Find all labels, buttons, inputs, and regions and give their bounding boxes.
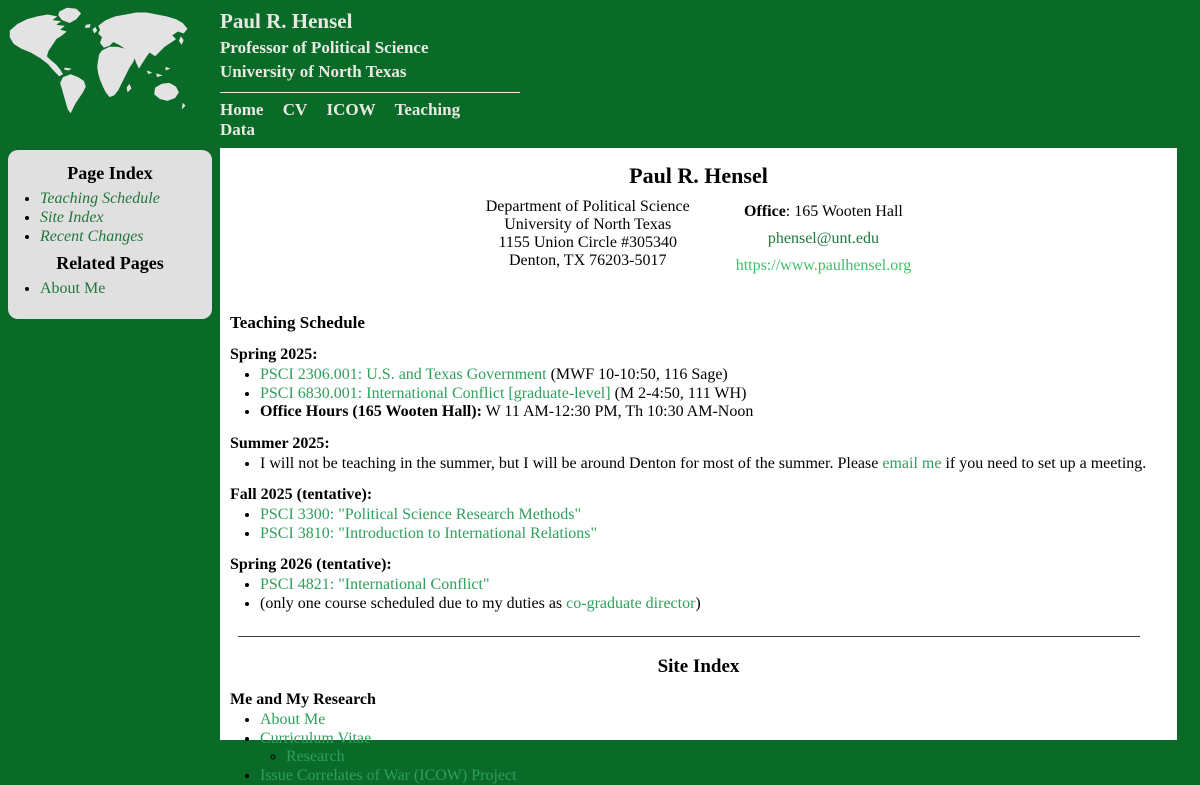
office-line — [736, 198, 912, 225]
list-item — [40, 189, 212, 208]
course-link-psci-6830[interactable]: PSCI 6830.001: International Conflict [graduate-level] — [260, 385, 611, 402]
related-pages-heading: Related Pages — [8, 253, 212, 274]
site-owner-name: Paul R. Hensel — [220, 8, 520, 34]
site-index-heading: Site Index — [220, 656, 1177, 678]
office-hours-item — [260, 403, 1177, 422]
sidebar-link-site-index[interactable]: Site Index — [40, 209, 104, 226]
list-item — [40, 208, 212, 227]
term-course-list — [220, 576, 1177, 613]
main-nav — [220, 92, 520, 149]
site-header — [0, 0, 1200, 148]
schedule-note-item — [260, 595, 1177, 614]
course-item — [260, 576, 1177, 595]
website-link[interactable]: https://www.paulhensel.org — [736, 257, 912, 274]
sidebar-link-recent-changes[interactable]: Recent Changes — [40, 228, 144, 245]
co-graduate-director-link[interactable]: co-graduate director — [566, 595, 695, 612]
list-item — [40, 279, 212, 298]
list-item — [286, 748, 1177, 767]
address-line: Denton, TX 76203-5017 — [486, 252, 690, 270]
term-heading-spring-2026: Spring 2026 (tentative): — [230, 556, 1177, 574]
course-item — [260, 366, 1177, 385]
course-item — [260, 385, 1177, 404]
website-line — [736, 252, 912, 279]
term-heading-fall-2025: Fall 2025 (tentative): — [230, 486, 1177, 504]
term-heading-spring-2025: Spring 2025: — [230, 346, 1177, 364]
office-hours-label: Office Hours (165 Wooten Hall): — [260, 403, 482, 420]
list-item — [260, 711, 1177, 730]
note-text: ) — [695, 595, 700, 612]
summer-note-item — [260, 455, 1177, 474]
page-index-heading: Page Index — [8, 163, 212, 184]
office-label: Office — [744, 203, 786, 220]
course-link-psci-2306[interactable]: PSCI 2306.001: U.S. and Texas Government — [260, 366, 547, 383]
page-title: Paul R. Hensel — [220, 163, 1177, 189]
nav-data[interactable]: Data — [220, 120, 255, 139]
course-link-psci-3810[interactable]: PSCI 3810: "Introduction to International Relations" — [260, 525, 597, 542]
email-me-link[interactable]: email me — [882, 455, 941, 472]
list-item — [260, 767, 1177, 785]
page-index-sidebar — [8, 150, 212, 319]
related-pages-list — [8, 279, 212, 298]
site-owner-university: University of North Texas — [220, 60, 520, 84]
site-index-link-research[interactable]: Research — [286, 748, 345, 765]
course-link-psci-3300[interactable]: PSCI 3300: "Political Science Research Methods" — [260, 506, 581, 523]
term-course-list — [220, 455, 1177, 474]
site-index-sublist — [260, 748, 1177, 767]
site-index-link-curriculum-vitae[interactable]: Curriculum Vitae — [260, 730, 371, 747]
site-index-group-heading: Me and My Research — [230, 691, 1177, 709]
nav-teaching[interactable]: Teaching — [395, 100, 461, 119]
sidebar-link-teaching-schedule[interactable]: Teaching Schedule — [40, 190, 160, 207]
note-text: if you need to set up a meeting. — [941, 455, 1146, 472]
world-map-icon — [2, 4, 200, 118]
site-owner-title: Professor of Political Science — [220, 36, 520, 60]
office-contact — [736, 198, 912, 279]
office-hours-times: W 11 AM-12:30 PM, Th 10:30 AM-Noon — [482, 403, 753, 420]
contact-block — [220, 198, 1177, 279]
note-text: (only one course scheduled due to my duties as — [260, 595, 566, 612]
teaching-schedule-heading: Teaching Schedule — [230, 313, 1177, 333]
office-value: : 165 Wooten Hall — [786, 203, 903, 220]
term-heading-summer-2025: Summer 2025: — [230, 435, 1177, 453]
term-course-list — [220, 506, 1177, 543]
site-index-link-about-me[interactable]: About Me — [260, 711, 325, 728]
list-item — [40, 227, 212, 246]
section-divider — [238, 636, 1140, 637]
course-item — [260, 506, 1177, 525]
site-index-link-icow-project[interactable]: Issue Correlates of War (ICOW) Project — [260, 767, 517, 784]
nav-cv[interactable]: CV — [283, 100, 308, 119]
course-details: (M 2-4:50, 111 WH) — [611, 385, 747, 402]
term-course-list — [220, 366, 1177, 422]
address-line: Department of Political Science — [486, 198, 690, 216]
site-index-list — [220, 711, 1177, 785]
note-text: I will not be teaching in the summer, but I will be around Denton for most of the summer. Please — [260, 455, 882, 472]
course-link-psci-4821[interactable]: PSCI 4821: "International Conflict" — [260, 576, 489, 593]
email-link[interactable]: phensel@unt.edu — [768, 230, 879, 247]
page-index-list — [8, 189, 212, 246]
nav-home[interactable]: Home — [220, 100, 263, 119]
sidebar-link-about-me[interactable]: About Me — [40, 280, 105, 297]
address-line: University of North Texas — [486, 216, 690, 234]
email-line — [736, 225, 912, 252]
main-content — [220, 148, 1177, 740]
course-details: (MWF 10-10:50, 116 Sage) — [547, 366, 728, 383]
address-line: 1155 Union Circle #305340 — [486, 234, 690, 252]
postal-address — [486, 198, 690, 279]
list-item — [260, 730, 1177, 767]
nav-icow[interactable]: ICOW — [327, 100, 376, 119]
course-item — [260, 525, 1177, 544]
